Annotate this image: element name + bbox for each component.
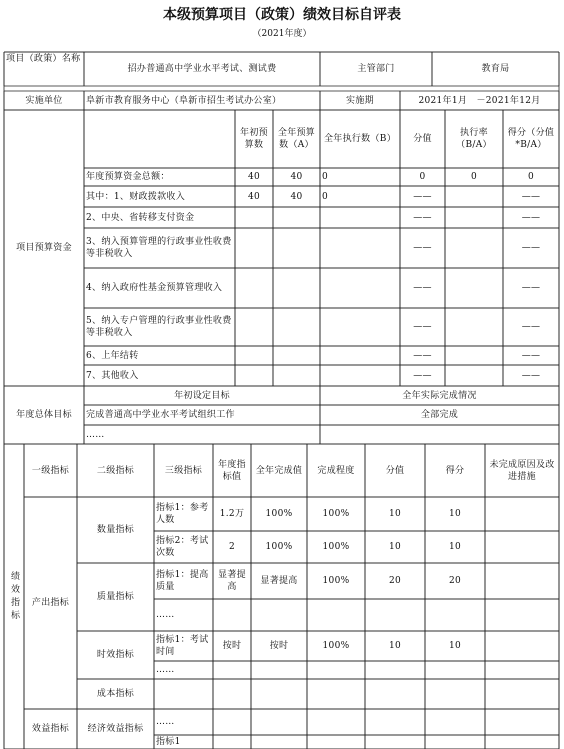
perf-row-indicator-text: …… — [156, 610, 175, 620]
dept-value — [432, 52, 559, 86]
page-year: （2021年度） — [252, 29, 312, 39]
perf-row-score — [425, 735, 485, 749]
budget-row-exec — [320, 168, 400, 186]
budget-row-rate — [445, 346, 503, 365]
perf-row-indicator — [154, 497, 213, 531]
budget-row-score — [503, 207, 559, 228]
goal-row-actual — [320, 405, 559, 425]
perf-row-indicator-text: 指标2：考试次数 — [156, 536, 209, 558]
perf-row-actual — [251, 661, 307, 679]
perf-row-actual-text: 100% — [265, 509, 293, 519]
perf-level2-quality-text: 质量指标 — [96, 592, 135, 602]
budget-row-full-text: 40 — [290, 191, 303, 202]
perf-row-reason — [485, 631, 559, 661]
perf-row-actual-text: 显著提高 — [260, 576, 298, 586]
budget-row-weight-text: —— — [413, 191, 432, 202]
budget-row-exec — [320, 228, 400, 268]
perf-row-indicator — [154, 599, 213, 631]
perf-header-weight — [365, 444, 425, 497]
perf-level2-cost-text: 成本指标 — [96, 689, 135, 699]
budget-row-weight — [400, 228, 445, 268]
perf-row-degree-text: 100% — [322, 576, 350, 586]
perf-row-target — [213, 563, 251, 599]
unit-value — [84, 91, 320, 110]
perf-row-degree-text: 100% — [322, 542, 350, 552]
perf-row-actual — [251, 631, 307, 661]
perf-row-reason — [485, 709, 559, 735]
perf-row-actual — [251, 709, 307, 735]
goal-section-label — [4, 386, 84, 444]
budget-header-rate — [445, 110, 503, 168]
budget-row-full — [273, 365, 320, 386]
perf-row-score — [425, 563, 485, 599]
budget-row-weight-text: —— — [413, 350, 432, 361]
budget-section-label — [4, 110, 84, 386]
perf-row-degree — [307, 631, 365, 661]
budget-row-score-text: —— — [521, 322, 541, 332]
unit-value-text: 阜新市教育服务中心（阜新市招生考试办公室） — [86, 95, 282, 106]
perf-row-weight-text: 20 — [388, 576, 402, 586]
goal-row-actual-text: 全部完成 — [420, 410, 459, 420]
perf-row-degree — [307, 531, 365, 563]
budget-row-initial — [235, 365, 273, 386]
budget-row-full — [273, 228, 320, 268]
budget-row-score-text: 0 — [527, 172, 535, 182]
perf-row-weight — [365, 735, 425, 749]
perf-row-reason — [485, 735, 559, 749]
budget-row-full — [273, 346, 320, 365]
budget-row-exec — [320, 268, 400, 308]
budget-row-weight-text: —— — [413, 243, 432, 253]
perf-row-target — [213, 531, 251, 563]
perf-row-reason — [485, 599, 559, 631]
perf-row-degree — [307, 497, 365, 531]
perf-row-indicator-text: 指标1：参考人数 — [156, 503, 209, 525]
perf-row-reason — [485, 679, 559, 709]
budget-header-initial — [235, 110, 273, 168]
perf-row-reason — [485, 563, 559, 599]
budget-row-rate — [445, 268, 503, 308]
project-label — [4, 52, 84, 86]
perf-row-indicator-text: 指标1：提高质量 — [156, 570, 209, 592]
budget-header-blank — [84, 110, 235, 168]
budget-row-full — [273, 168, 320, 186]
budget-row-weight — [400, 186, 445, 207]
budget-row-score — [503, 308, 559, 346]
budget-row-exec-text: 0 — [322, 172, 329, 182]
budget-row-score — [503, 228, 559, 268]
perf-row-degree — [307, 735, 365, 749]
goal-row-set — [84, 405, 320, 425]
perf-row-actual — [251, 735, 307, 749]
budget-row-weight — [400, 308, 445, 346]
perf-row-target-text: 按时 — [222, 641, 242, 651]
perf-header-actual — [251, 444, 307, 497]
perf-level2-cost — [77, 679, 154, 709]
budget-row-label — [84, 228, 235, 268]
perf-row-actual — [251, 679, 307, 709]
perf-row-weight — [365, 599, 425, 631]
perf-header-target — [213, 444, 251, 497]
perf-level2-economic — [77, 709, 154, 749]
perf-row-actual — [251, 563, 307, 599]
budget-row-score-text: —— — [521, 243, 541, 253]
budget-row-weight-text: —— — [413, 283, 432, 293]
budget-row-score — [503, 365, 559, 386]
budget-row-weight — [400, 365, 445, 386]
perf-level2-quantity-text: 数量指标 — [96, 525, 135, 535]
budget-row-weight-text: —— — [413, 370, 432, 381]
budget-section-label-text: 项目预算资金 — [16, 243, 72, 253]
budget-row-score — [503, 168, 559, 186]
budget-header-score — [503, 110, 559, 168]
perf-row-indicator-text: 指标1：考试时间 — [156, 635, 209, 657]
budget-row-exec — [320, 308, 400, 346]
budget-row-label-text: 6、上年结转 — [86, 350, 139, 361]
page-title: 本级预算项目（政策）绩效目标自评表 — [163, 7, 401, 23]
budget-row-initial — [235, 207, 273, 228]
perf-level1-output-text: 产出指标 — [31, 598, 70, 608]
perf-row-target — [213, 497, 251, 531]
budget-row-label — [84, 186, 235, 207]
perf-row-score-text: 10 — [448, 509, 462, 519]
perf-level2-quality — [77, 563, 154, 631]
budget-row-initial — [235, 168, 273, 186]
budget-header-full-text: 全年预算数（A） — [277, 128, 316, 150]
period-value — [400, 91, 559, 110]
goal-header-actual-text: 全年实际完成情况 — [402, 390, 477, 401]
perf-row-reason — [485, 497, 559, 531]
goal-header-actual — [320, 386, 559, 405]
perf-header-actual-text: 全年完成值 — [255, 465, 303, 476]
budget-row-rate — [445, 365, 503, 386]
goal-row-set — [84, 425, 320, 444]
dept-value-text: 教育局 — [481, 64, 510, 74]
budget-row-label-text: 5、纳入专户管理的行政事业性收费等非税收入 — [86, 316, 232, 338]
budget-row-full — [273, 207, 320, 228]
perf-row-degree — [307, 563, 365, 599]
perf-level1-benefit-text: 效益指标 — [31, 724, 70, 734]
perf-row-score-text: 10 — [448, 542, 462, 552]
budget-header-exec — [320, 110, 400, 168]
budget-row-rate — [445, 168, 503, 186]
perf-row-indicator — [154, 679, 213, 709]
perf-row-actual-text: 按时 — [269, 641, 289, 651]
project-name — [84, 52, 320, 86]
perf-row-target-text: 显著提高 — [218, 570, 246, 592]
goal-row-set-text: …… — [86, 429, 105, 440]
perf-row-score — [425, 709, 485, 735]
budget-row-label — [84, 268, 235, 308]
perf-row-indicator-text: …… — [156, 665, 175, 675]
budget-row-label — [84, 168, 235, 186]
perf-row-score — [425, 679, 485, 709]
budget-row-weight — [400, 346, 445, 365]
perf-header-score-text: 得分 — [445, 465, 465, 476]
perf-header-level2 — [77, 444, 154, 497]
perf-level2-time — [77, 631, 154, 679]
perf-row-weight — [365, 709, 425, 735]
dept-label — [320, 52, 432, 86]
perf-header-score — [425, 444, 485, 497]
perf-row-actual — [251, 497, 307, 531]
budget-row-exec — [320, 186, 400, 207]
budget-row-weight-text: —— — [413, 322, 432, 332]
perf-header-reason-text: 未完成原因及改进措施 — [489, 459, 555, 482]
perf-row-weight — [365, 661, 425, 679]
unit-label — [4, 91, 84, 110]
perf-row-weight-text: 10 — [388, 509, 402, 519]
budget-row-score — [503, 186, 559, 207]
perf-row-degree — [307, 709, 365, 735]
perf-row-score-text: 10 — [448, 641, 462, 651]
budget-header-full — [273, 110, 320, 168]
perf-row-indicator-text: 指标1 — [156, 737, 181, 747]
budget-row-exec-text: 0 — [322, 191, 329, 202]
budget-header-score-text: 得分（分值*B/A） — [507, 128, 555, 150]
budget-row-initial-text: 40 — [247, 191, 261, 202]
budget-row-score-text: —— — [521, 350, 541, 361]
perf-header-weight-text: 分值 — [385, 465, 405, 476]
perf-row-weight-text: 10 — [388, 641, 402, 651]
perf-row-weight — [365, 631, 425, 661]
budget-row-initial — [235, 228, 273, 268]
perf-row-score — [425, 661, 485, 679]
perf-row-weight — [365, 563, 425, 599]
budget-row-label-text: 2、中央、省转移支付资金 — [86, 212, 195, 223]
budget-row-rate — [445, 308, 503, 346]
perf-row-target-text: 1.2万 — [219, 509, 245, 519]
budget-row-label — [84, 346, 235, 365]
budget-row-rate-text: 0 — [470, 172, 478, 182]
budget-row-label — [84, 308, 235, 346]
budget-row-weight-text: —— — [413, 212, 432, 223]
project-label-text: 项目（政策）名称 — [6, 54, 81, 64]
perf-row-target — [213, 709, 251, 735]
budget-row-label-text: 其中：1、财政拨款收入 — [86, 191, 186, 202]
budget-row-score-text: —— — [521, 212, 541, 223]
perf-row-degree-text: 100% — [322, 509, 350, 519]
perf-section-label-text: 绩效指标 — [9, 570, 19, 623]
budget-row-initial — [235, 308, 273, 346]
budget-row-exec — [320, 365, 400, 386]
period-label — [320, 91, 400, 110]
budget-row-weight — [400, 207, 445, 228]
perf-row-indicator — [154, 531, 213, 563]
perf-row-indicator — [154, 563, 213, 599]
perf-row-weight — [365, 679, 425, 709]
goal-header-set — [84, 386, 320, 405]
budget-header-initial-text: 年初预算数 — [240, 128, 268, 150]
budget-row-score-text: —— — [521, 370, 541, 381]
goal-section-label-text: 年度总体目标 — [16, 410, 72, 420]
perf-row-indicator — [154, 735, 213, 749]
period-label-text: 实施期 — [346, 95, 374, 106]
perf-row-score — [425, 497, 485, 531]
perf-level2-time-text: 时效指标 — [96, 650, 135, 660]
perf-row-reason — [485, 531, 559, 563]
budget-row-rate — [445, 228, 503, 268]
perf-row-degree — [307, 599, 365, 631]
perf-row-actual — [251, 531, 307, 563]
perf-row-target — [213, 735, 251, 749]
perf-row-weight-text: 10 — [388, 542, 402, 552]
perf-row-target — [213, 679, 251, 709]
perf-row-degree-text: 100% — [322, 641, 350, 651]
budget-row-full — [273, 268, 320, 308]
period-value-text: 2021年1月 －2021年12月 — [418, 95, 541, 106]
budget-row-rate — [445, 186, 503, 207]
dept-label-text: 主管部门 — [357, 64, 395, 74]
perf-level1-output — [24, 497, 77, 709]
perf-row-weight — [365, 531, 425, 563]
budget-row-label — [84, 365, 235, 386]
budget-row-full — [273, 186, 320, 207]
perf-row-score — [425, 531, 485, 563]
perf-header-level2-text: 二级指标 — [96, 465, 135, 476]
perf-header-target-text: 年度指标值 — [218, 459, 246, 482]
budget-row-exec — [320, 346, 400, 365]
perf-row-weight — [365, 497, 425, 531]
perf-row-target — [213, 599, 251, 631]
perf-level2-economic-text: 经济效益指标 — [87, 724, 144, 734]
budget-row-weight — [400, 168, 445, 186]
budget-row-label — [84, 207, 235, 228]
budget-row-rate — [445, 207, 503, 228]
budget-header-weight — [400, 110, 445, 168]
budget-row-initial — [235, 186, 273, 207]
budget-row-initial — [235, 346, 273, 365]
budget-row-initial — [235, 268, 273, 308]
perf-header-level3-text: 三级指标 — [164, 465, 203, 476]
perf-row-degree — [307, 679, 365, 709]
perf-row-actual — [251, 599, 307, 631]
perf-row-indicator-text: …… — [156, 717, 175, 727]
perf-level2-quantity — [77, 497, 154, 563]
perf-header-level1 — [24, 444, 77, 497]
perf-row-indicator — [154, 709, 213, 735]
goal-row-set-text: 完成普通高中学业水平考试组织工作 — [86, 410, 235, 420]
perf-row-target — [213, 631, 251, 661]
goal-row-actual — [320, 425, 559, 444]
budget-row-label-text: 7、其他收入 — [86, 370, 139, 381]
perf-header-degree — [307, 444, 365, 497]
budget-row-weight-text: 0 — [419, 172, 426, 182]
budget-row-score-text: —— — [521, 283, 541, 293]
perf-row-target-text: 2 — [228, 542, 236, 552]
perf-row-actual-text: 100% — [265, 542, 293, 552]
goal-header-set-text: 年初设定目标 — [174, 390, 230, 401]
budget-header-weight-text: 分值 — [413, 134, 432, 144]
perf-header-level3 — [154, 444, 213, 497]
perf-row-target — [213, 661, 251, 679]
budget-row-label-text: 年度预算资金总额： — [86, 172, 170, 182]
perf-section-label — [4, 444, 24, 749]
perf-row-indicator — [154, 631, 213, 661]
budget-row-full — [273, 308, 320, 346]
perf-row-score — [425, 599, 485, 631]
perf-header-level1-text: 一级指标 — [31, 465, 70, 476]
perf-row-reason — [485, 661, 559, 679]
budget-row-label-text: 3、纳入预算管理的行政事业性收费等非税收入 — [86, 237, 232, 259]
budget-row-full-text: 40 — [290, 172, 303, 182]
budget-header-rate-text: 执行率（B/A） — [456, 128, 492, 150]
budget-row-score-text: —— — [521, 191, 541, 202]
budget-header-exec-text: 全年执行数（B） — [323, 134, 396, 144]
budget-row-label-text: 4、纳入政府性基金预算管理收入 — [86, 283, 223, 293]
budget-row-exec — [320, 207, 400, 228]
perf-row-score — [425, 631, 485, 661]
perf-row-score-text: 20 — [448, 576, 462, 586]
project-name-text: 招办普通高中学业水平考试、测试费 — [127, 64, 277, 74]
budget-row-score — [503, 268, 559, 308]
budget-row-initial-text: 40 — [247, 172, 261, 182]
perf-row-degree — [307, 661, 365, 679]
perf-level1-benefit — [24, 709, 77, 749]
perf-row-indicator — [154, 661, 213, 679]
budget-row-weight — [400, 268, 445, 308]
perf-header-reason — [485, 444, 559, 497]
unit-label-text: 实施单位 — [25, 95, 63, 106]
budget-row-score — [503, 346, 559, 365]
perf-header-degree-text: 完成程度 — [317, 465, 355, 476]
